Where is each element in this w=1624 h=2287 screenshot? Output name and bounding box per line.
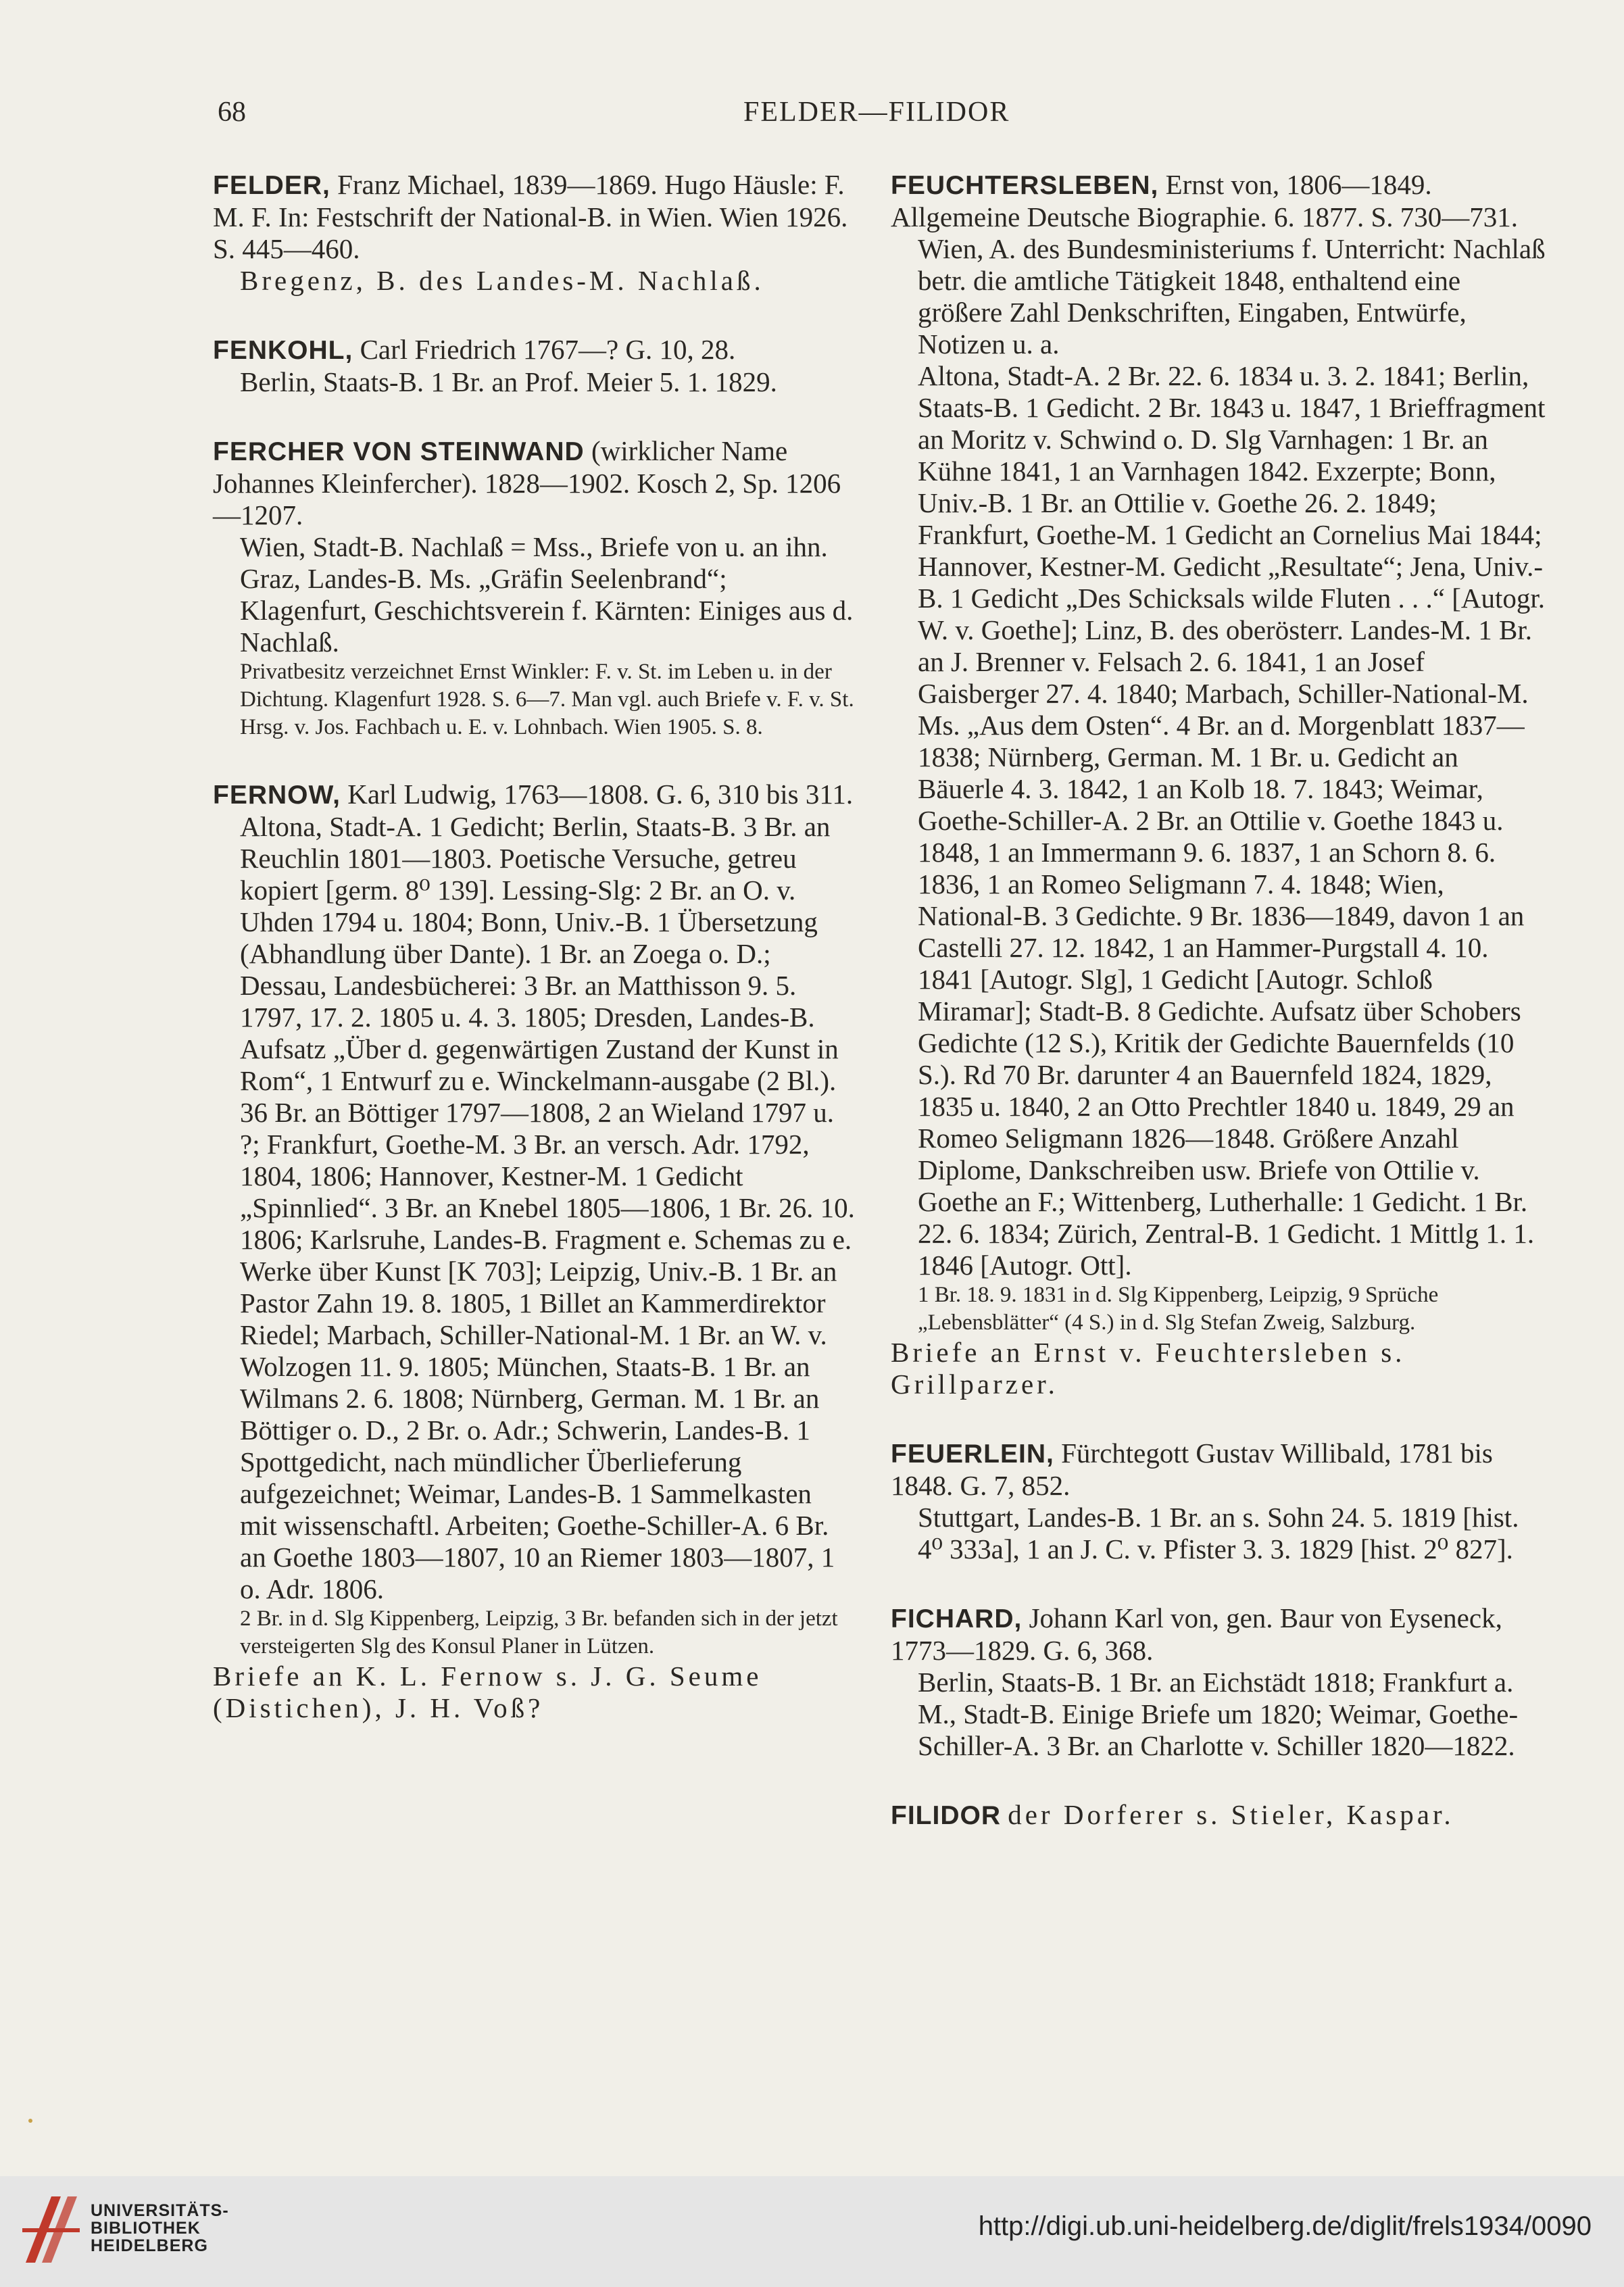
entry-text: Franz Michael, 1839—1869. Hugo Häusle: F. M. F. In: Festschrift der National-B. in Wien. Wien 1926. S. 445—460.: [213, 169, 848, 264]
page-header: [0, 96, 1624, 137]
entry-filidor: [891, 1799, 1550, 1831]
library-line: HEIDELBERG: [91, 2236, 208, 2255]
running-title: FELDER—FILIDOR: [743, 97, 1010, 128]
lemma: FEUCHTERSLEBEN,: [891, 171, 1159, 200]
library-name: [91, 2202, 229, 2255]
entry-fenkohl: [213, 334, 855, 398]
library-logo-icon: [19, 2190, 83, 2269]
lemma: FERNOW,: [213, 781, 341, 810]
footer-bar: [0, 2176, 1624, 2287]
holding-text: Altona, Stadt-A. 2 Br. 22. 6. 1834 u. 3. 2. 1841; Berlin, Staats-B. 1 Gedicht. 2 Br. 1843 u. 1847, 1 Brieffragment an Moritz v. Schwind o. D. Slg Varnhagen: 1 Br. an Kühne 1841, 1 an Varnhagen 1842. Exzerpte; Bonn, Univ.-B. 1 Br. an Ottilie v. Goethe 26. 2. 1849; Frankfurt, Goethe-M. 1 Gedicht an Cornelius Mai 1844; Hannover, Kestner-M. Gedicht „Resultate“; Jena, Univ.-B. 1 Gedicht „Des Schicksals wilde Fluten . . .“ [Autogr. W. v. Goethe]; Linz, B. des oberösterr. Landes-M. 1 Br. an J. Brenner v. Felsach 2. 6. 1841, 1 an Josef Gaisberger 27. 4. 1840; Marbach, Schiller-National-M. Ms. „Aus dem Osten“. 4 Br. an d. Morgenblatt 1837—1838; Nürnberg, German. M. 1 Br. u. Gedicht an Bäuerle 4. 3. 1842, 1 an Kolb 18. 7. 1843; Weimar, Goethe-Schiller-A. 2 Br. an Ottilie v. Goethe 1843 u. 1848, 1 an Immermann 9. 6. 1837, 1 an Schorn 8. 6. 1836, 1 an Romeo Seligmann 7. 4. 1848; Wien, National-B. 3 Gedichte. 9 Br. 1836—1849, davon 1 an Castelli 27. 12. 1842, 1 an Hammer-Purgstall 4. 10. 1841 [Autogr. Slg], 1 Gedicht [Autogr. Schloß Miramar]; Stadt-B. 8 Gedichte. Aufsatz über Schobers Gedichte (12 S.), Kritik der Gedichte Bauernfelds (10 S.). Rd 70 Br. darunter 4 an Bauernfeld 1824, 1829, 1835 u. 1840, 2 an Otto Prechtler 1840 u. 1849, 29 an Romeo Seligmann 1826—1848. Größere Anzahl Diplome, Dankschreiben usw. Briefe von Ottilie v. Goethe an F.; Wittenberg, Lutherhalle: 1 Gedicht. 1 Br. 22. 6. 1834; Zürich, Zentral-B. 1 Gedicht. 1 Mittlg 1. 1. 1846 [Autogr. Ott].: [918, 360, 1546, 1281]
page-number: 68: [218, 97, 246, 128]
entry-text: Carl Friedrich 1767—? G. 10, 28.: [360, 334, 736, 365]
entry-feuchtersleben: [891, 169, 1550, 1400]
library-line: BIBLIOTHEK: [91, 2219, 201, 2238]
entry-fernow: [213, 779, 855, 1724]
lemma: FICHARD,: [891, 1604, 1023, 1633]
entry-text: Fürchtegott Gustav Willibald, 1781 bis 1848. G. 7, 852.: [891, 1437, 1493, 1501]
entry-feuerlein: [891, 1437, 1550, 1565]
lemma: FILIDOR: [891, 1801, 1001, 1830]
holding-text: Bregenz, B. des Landes-M. Nachlaß.: [240, 265, 764, 296]
right-column: [891, 169, 1550, 1869]
reference-text: Briefe an Ernst v. Feuchtersleben s. Grillparzer.: [891, 1337, 1406, 1400]
entry-text: Karl Ludwig, 1763—1808. G. 6, 310 bis 311.: [347, 779, 854, 810]
holding-text: Berlin, Staats-B. 1 Br. an Prof. Meier 5. 1. 1829.: [240, 366, 777, 397]
holding-text: Wien, A. des Bundesministeriums f. Unterricht: Nachlaß betr. die amtliche Tätigkeit 1848, enthaltend eine größere Zahl Denkschriften, Eingaben, Entwürfe, Notizen u. a.: [918, 233, 1546, 360]
note-text: 1 Br. 18. 9. 1831 in d. Slg Kippenberg, Leipzig, 9 Sprüche „Lebensblätter“ (4 S.) in d. Slg Stefan Zweig, Salzburg.: [918, 1283, 1439, 1335]
entry-fercher: [213, 435, 855, 741]
holding-text: Graz, Landes-B. Ms. „Gräfin Seelenbrand“; Klagenfurt, Geschichtsverein f. Kärnten: Einiges aus d. Nachlaß.: [240, 563, 854, 658]
holding-text: Stuttgart, Landes-B. 1 Br. an s. Sohn 24. 5. 1819 [hist. 4⁰ 333a], 1 an J. C. v. Pfister 3. 3. 1829 [hist. 2⁰ 827].: [918, 1502, 1519, 1565]
source-url-link[interactable]: http://digi.ub.uni-heidelberg.de/diglit/frels1934/0090: [978, 2211, 1592, 2241]
note-text: 2 Br. in d. Slg Kippenberg, Leipzig, 3 Br. befanden sich in der jetzt versteigerten Slg des Konsul Planer in Lützen.: [240, 1606, 838, 1658]
lemma: FELDER,: [213, 171, 330, 200]
entry-text: (wirklicher Name Johannes Kleinfercher). 1828—1902. Kosch 2, Sp. 1206—1207.: [213, 435, 841, 531]
left-column: [213, 169, 855, 1761]
entry-fichard: [891, 1602, 1550, 1762]
library-line: UNIVERSITÄTS-: [91, 2201, 229, 2220]
scan-speck: [28, 2119, 32, 2123]
holding-text: Altona, Stadt-A. 1 Gedicht; Berlin, Staats-B. 3 Br. an Reuchlin 1801—1803. Poetische Versuche, getreu kopiert [germ. 8⁰ 139]. Lessing-Slg: 2 Br. an O. v. Uhden 1794 u. 1804; Bonn, Univ.-B. 1 Übersetzung (Abhandlung über Dante). 1 Br. an Zoega o. D.; Dessau, Landesbücherei: 3 Br. an Matthisson 9. 5. 1797, 17. 2. 1805 u. 4. 3. 1805; Dresden, Landes-B. Aufsatz „Über d. gegenwärtigen Zustand der Kunst in Rom“, 1 Entwurf zu e. Winckelmann-ausgabe (2 Bl.). 36 Br. an Böttiger 1797—1808, 2 an Wieland 1797 u. ?; Frankfurt, Goethe-M. 3 Br. an versch. Adr. 1792, 1804, 1806; Hannover, Kestner-M. 1 Gedicht „Spinnlied“. 3 Br. an Knebel 1805—1806, 1 Br. 26. 10. 1806; Karlsruhe, Landes-B. Fragment e. Schemas zu e. Werke über Kunst [K 703]; Leipzig, Univ.-B. 1 Br. an Pastor Zahn 19. 8. 1805, 1 Billet an Kammerdirektor Riedel; Marbach, Schiller-National-M. 1 Br. an W. v. Wolzogen 11. 9. 1805; München, Staats-B. 1 Br. an Wilmans 2. 6. 1808; Nürnberg, German. M. 1 Br. an Böttiger o. D., 2 Br. o. Adr.; Schwerin, Landes-B. 1 Spottgedicht, nach mündlicher Überlieferung aufgezeichnet; Weimar, Landes-B. 1 Sammelkasten mit wissenschaftl. Arbeiten; Goethe-Schiller-A. 6 Br. an Goethe 1803—1807, 10 an Riemer 1803—1807, 1 o. Adr. 1806.: [240, 811, 855, 1604]
entry-felder: [213, 169, 855, 297]
note-text: Privatbesitz verzeichnet Ernst Winkler: F. v. St. im Leben u. in der Dichtung. Klagenfurt 1928. S. 6—7. Man vgl. auch Briefe v. F. v. St. Hrsg. v. Jos. Fachbach u. E. v. Lohnbach. Wien 1905. S. 8.: [240, 660, 854, 739]
entry-text: Johann Karl von, gen. Baur von Eyseneck, 1773—1829. G. 6, 368.: [891, 1602, 1502, 1666]
entry-text: Ernst von, 1806—1849. Allgemeine Deutsche Biographie. 6. 1877. S. 730—731.: [891, 169, 1519, 232]
lemma: FEUERLEIN,: [891, 1440, 1054, 1469]
reference-text: Briefe an K. L. Fernow s. J. G. Seume (Distichen), J. H. Voß?: [213, 1661, 762, 1723]
holding-text: Wien, Stadt-B. Nachlaß = Mss., Briefe von u. an ihn.: [240, 531, 828, 562]
lemma: FERCHER VON STEINWAND: [213, 437, 585, 466]
entry-text: der Dorferer s. Stieler, Kaspar.: [1008, 1799, 1454, 1830]
holding-text: Berlin, Staats-B. 1 Br. an Eichstädt 1818; Frankfurt a. M., Stadt-B. Einige Briefe um 1820; Weimar, Goethe-Schiller-A. 3 Br. an Charlotte v. Schiller 1820—1822.: [918, 1667, 1519, 1761]
lemma: FENKOHL,: [213, 336, 353, 365]
